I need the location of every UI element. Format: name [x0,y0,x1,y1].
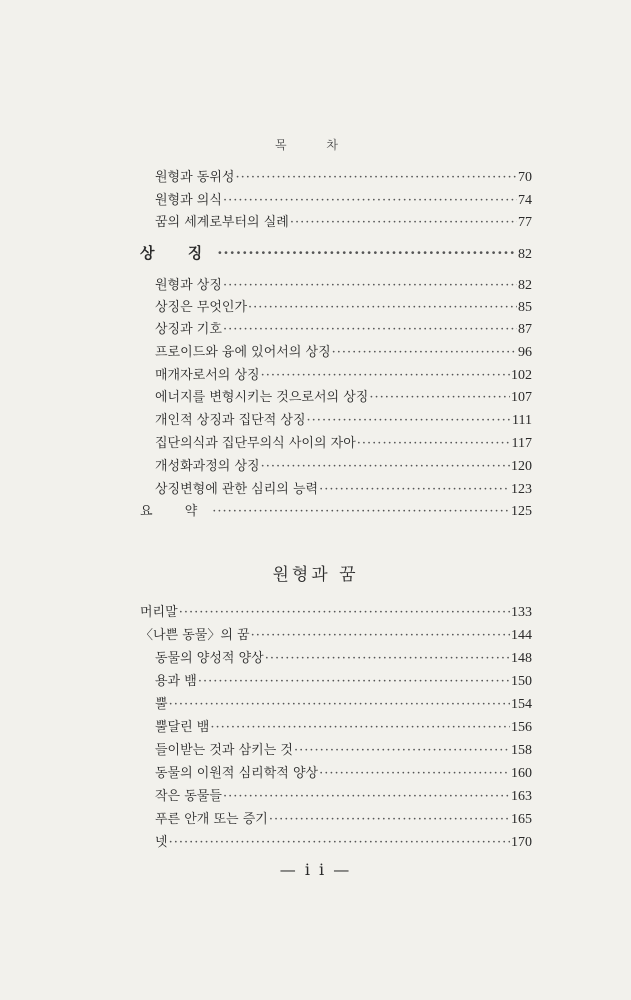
leader-dots [265,651,510,667]
toc-entry [155,170,532,186]
toc-section-title: 상 징 [140,244,217,262]
toc-entry [155,766,532,782]
toc-entry [155,789,532,805]
toc-section [140,245,532,263]
toc-entry [155,459,532,475]
toc-entry [155,322,532,338]
toc-entry-page: 158 [511,743,532,758]
toc-entry-page: 87 [518,322,532,337]
toc-entry [155,436,532,452]
toc-entry-page: 150 [511,674,532,689]
leader-dots [223,322,517,338]
toc-entry-title: 집단의식과 집단무의식 사이의 자아 [155,436,356,451]
leader-dots [248,300,517,316]
toc-summary-title: 요 약 [140,504,212,519]
toc-section-page: 82 [518,247,532,262]
leader-dots [357,436,511,452]
toc-entry-page: 111 [512,413,532,428]
toc-entry [155,720,532,736]
toc-entry-page: 107 [511,390,532,405]
toc-entry-title: 용과 뱀 [155,674,197,689]
leader-dots [294,743,510,759]
toc-entry-page: 85 [518,300,532,315]
toc-entry [155,743,532,759]
toc-entry [155,482,532,498]
toc-entry-title: 매개자로서의 상징 [155,368,260,383]
toc-entry-title: 상징은 무엇인가 [155,300,248,315]
leader-dots [169,697,510,713]
toc-entry-page: 102 [511,368,532,383]
toc-entry [155,368,532,384]
toc-entry-title: 원형과 동위성 [155,170,235,185]
toc-entry-page: 156 [511,720,532,735]
toc-entry-page: 77 [518,215,532,230]
toc-entry-page: 96 [518,345,532,360]
toc-entry-title: 상징변형에 관한 심리의 능력 [155,482,319,497]
toc-entry [155,390,532,406]
page-header: 목 차 [275,138,356,152]
part-title: 원형과 꿈 [272,565,359,585]
toc-entry-title: 머리말 [140,605,178,620]
toc-entry-page: 170 [511,835,532,850]
toc-entry-title: 들이받는 것과 삼키는 것 [155,743,293,758]
leader-dots [290,215,517,231]
toc-entry-title: 동물의 양성적 양상 [155,651,264,666]
toc-entry [155,651,532,667]
toc-summary [140,504,532,520]
leader-dots [198,674,510,690]
leader-dots [369,390,510,406]
toc-entry [155,413,532,429]
toc-entry [155,812,532,828]
toc-entry-page: 82 [518,278,532,293]
toc-entry-page: 133 [511,605,532,620]
leader-dots [212,504,510,520]
toc-entry-title: 뿔 [155,697,168,712]
toc-entry-title: 〈나쁜 동물〉의 꿈 [140,628,250,643]
toc-entry-title: 넷 [155,835,168,850]
leader-dots [169,835,510,851]
leader-dots [261,459,510,475]
toc-entry [155,193,532,209]
leader-dots [319,482,510,498]
toc-entry-title: 동물의 이원적 심리학적 양상 [155,766,319,781]
toc-entry-title: 상징과 기호 [155,322,222,337]
leader-dots [269,812,510,828]
leader-dots [179,605,510,621]
toc-entry-page: 70 [518,170,532,185]
toc-entry-title: 뿔달린 뱀 [155,720,210,735]
toc-entry-page: 120 [511,459,532,474]
toc-entry-title: 개성화과정의 상징 [155,459,260,474]
toc-summary-page: 125 [511,504,532,519]
toc-entry-page: 163 [511,789,532,804]
toc-entry [155,300,532,316]
leader-dots [223,193,517,209]
leader-dots [223,278,517,294]
leader-dots [210,720,510,736]
toc-entry [155,215,532,231]
leader-dots [261,368,510,384]
toc-entry-title: 원형과 상징 [155,278,222,293]
toc-entry [155,345,532,361]
toc-entry-page: 74 [518,193,532,208]
toc-entry-page: 144 [511,628,532,643]
leader-dots [217,245,517,261]
toc-entry-title: 에너지를 변형시키는 것으로서의 상징 [155,390,369,405]
leader-dots [319,766,510,782]
toc-entry [155,835,532,851]
toc-entry-title: 원형과 의식 [155,193,222,208]
toc-entry [140,628,532,644]
toc-entry-page: 117 [511,436,532,451]
toc-entry [155,697,532,713]
toc-entry-page: 154 [511,697,532,712]
toc-entry-page: 123 [511,482,532,497]
toc-entry-page: 160 [511,766,532,781]
toc-entry-title: 꿈의 세계로부터의 실례 [155,215,289,230]
leader-dots [235,170,517,186]
toc-entry-title: 개인적 상징과 집단적 상징 [155,413,306,428]
toc-entry [155,278,532,294]
leader-dots [251,628,510,644]
toc-entry-page: 148 [511,651,532,666]
toc-entry-title: 작은 동물들 [155,789,222,804]
toc-entry [155,674,532,690]
toc-entry-page: 165 [511,812,532,827]
leader-dots [223,789,510,805]
page-number-footer: — i i — [279,860,352,879]
leader-dots [307,413,511,429]
toc-entry-title: 푸른 안개 또는 증기 [155,812,268,827]
toc-entry [140,605,532,621]
toc-entry-title: 프로이드와 융에 있어서의 상징 [155,345,331,360]
leader-dots [332,345,517,361]
